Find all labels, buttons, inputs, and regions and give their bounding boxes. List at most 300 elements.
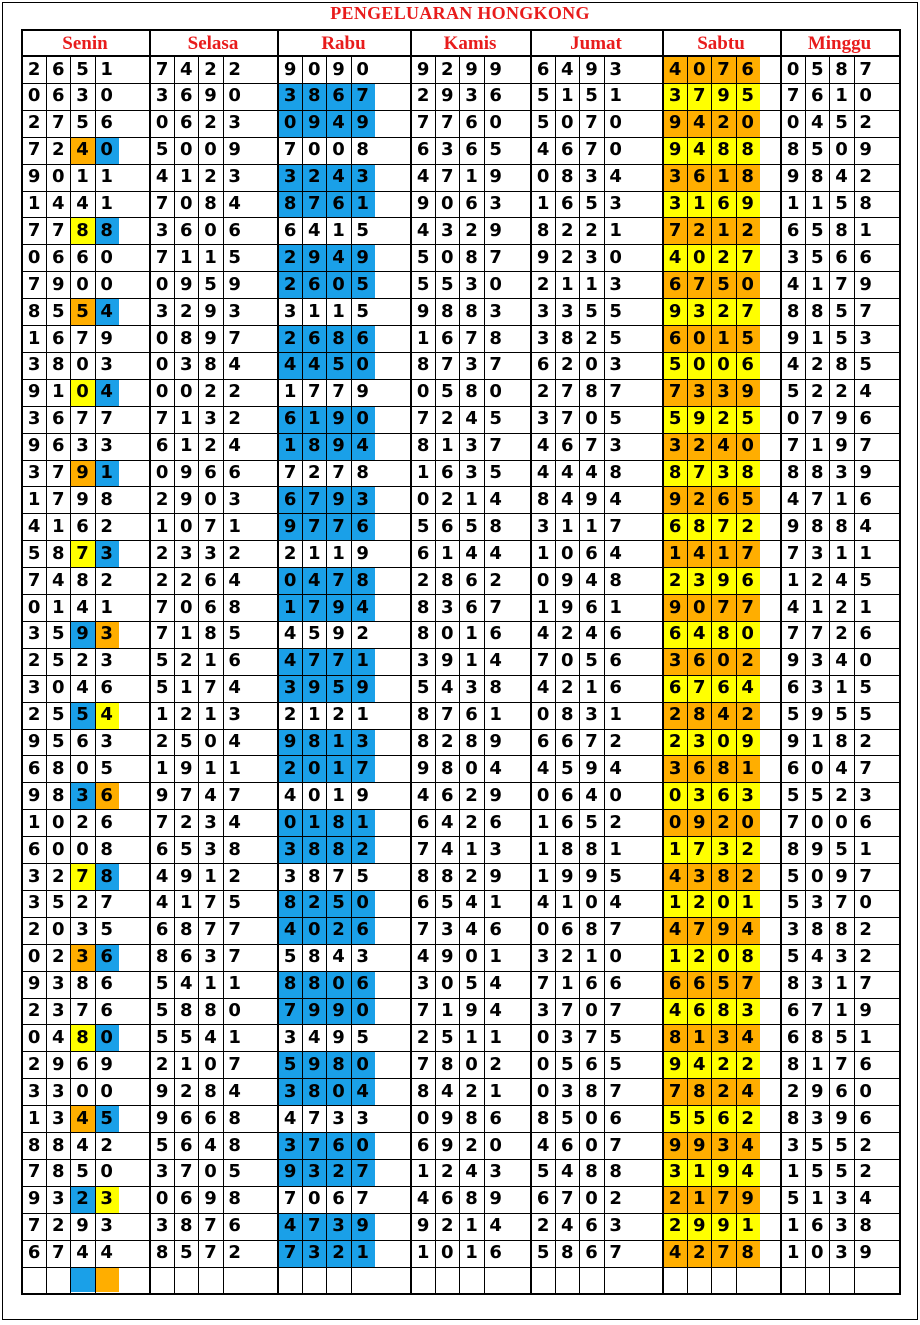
result-digit: 9 [278,514,302,541]
result-digit: 1 [536,811,550,833]
result-digit: 5 [859,677,872,699]
result-digit: 1 [786,193,800,214]
result-digit: 0 [70,379,94,406]
result-digit: 7 [609,1000,622,1021]
result-digit: 8 [228,1134,241,1156]
result-digit: 0 [609,246,622,268]
result-digit: 7 [561,1000,574,1021]
result-digit: 7 [561,381,574,403]
result-digit: 9 [536,246,550,268]
result-digit: 0 [326,1079,350,1106]
result-digit: 4 [609,488,622,510]
result-digit: 7 [27,569,41,591]
result-digit: 7 [786,811,800,833]
result-digit: 8 [356,139,369,161]
result-digit: 2 [736,702,760,729]
result-digit: 5 [416,246,430,268]
result-digit: 7 [302,1213,326,1240]
result-digit: 8 [609,1161,622,1183]
result-digit: 1 [351,810,375,837]
result-digit: 8 [811,515,824,537]
result-digit: 6 [204,462,217,483]
result-digit: 2 [736,218,760,245]
result-digit: 8 [835,354,848,376]
result-digit: 5 [585,650,598,672]
result-digit: 9 [859,1242,872,1264]
result-digit: 4 [561,462,574,483]
result-digit: 7 [326,514,350,541]
result-digit: 4 [489,973,502,995]
result-digit: 7 [441,704,454,726]
result-digit: 5 [736,406,760,433]
result-digit: 9 [76,488,89,510]
result-digit: 8 [356,462,369,483]
result-digit: 1 [100,58,113,80]
result-digit: 7 [52,219,65,241]
result-digit: 4 [736,1079,760,1106]
result-digit: 7 [52,462,65,483]
result-digit: 2 [326,917,350,944]
result-digit: 5 [811,1161,824,1183]
result-digit: 4 [95,379,119,406]
result-digit: 9 [204,85,217,107]
result-digit: 9 [585,865,598,887]
result-digit: 1 [326,756,350,783]
result-digit: 1 [302,406,326,433]
result-digit: 5 [561,1107,574,1129]
result-digit: 2 [278,756,302,783]
result-digit: 9 [27,381,41,403]
result-digit: 5 [76,1161,89,1183]
result-digit: 8 [585,1161,598,1183]
result-digit: 3 [835,946,848,968]
result-digit: 2 [711,299,735,326]
result-digit: 5 [441,892,454,914]
result-digit: 6 [786,219,800,241]
result-digit: 2 [278,326,302,353]
result-digit: 1 [441,435,454,457]
result-digit: 9 [228,139,241,161]
result-digit: 3 [27,1080,41,1102]
result-digit: 3 [711,837,735,864]
result-digit: 5 [356,1026,369,1048]
result-digit: 8 [465,300,478,322]
result-digit: 2 [711,1079,735,1106]
result-digit: 6 [52,246,65,268]
result-digit: 5 [180,838,193,860]
result-digit: 9 [441,1107,454,1129]
result-digit: 6 [489,811,502,833]
result-digit: 5 [536,1242,550,1264]
result-digit: 0 [786,408,800,430]
result-digit: 4 [736,1025,760,1052]
result-digit: 5 [663,406,687,433]
result-digit: 5 [835,1026,848,1048]
result-digit: 2 [859,919,872,941]
result-digit: 5 [663,1106,687,1133]
result-digit: 2 [228,865,241,887]
result-digit: 3 [52,1107,65,1129]
result-digit: 1 [561,273,574,295]
result-digit: 0 [736,272,760,299]
result-digit: 8 [416,596,430,618]
result-digit: 8 [204,193,217,214]
result-digit: 4 [308,1026,321,1048]
result-digit: 4 [180,973,193,995]
result-digit: 7 [204,515,217,537]
result-digit: 4 [489,757,502,779]
result-digit: 0 [27,946,41,968]
result-digit: 1 [332,219,345,241]
result-digit: 2 [441,58,454,80]
result-digit: 2 [663,729,687,756]
result-digit: 3 [585,704,598,726]
result-digit: 9 [441,946,454,968]
result-digit: 1 [609,596,622,618]
result-digit: 5 [100,919,113,941]
result-digit: 0 [95,1025,119,1052]
result-digit: 3 [711,1025,735,1052]
result-digit: 1 [835,677,848,699]
result-digit: 3 [465,435,478,457]
result-digit: 1 [180,892,193,914]
result-digit: 0 [27,85,41,107]
result-digit: 3 [687,783,711,810]
result-digit: 9 [356,381,369,403]
result-digit: 2 [155,1053,169,1075]
result-digit: 7 [27,1161,41,1183]
result-digit: 1 [711,218,735,245]
result-digit: 4 [786,488,800,510]
result-digit: 8 [663,460,687,487]
result-digit: 6 [441,784,454,806]
result-digit: 5 [155,677,169,699]
result-digit: 2 [52,1215,65,1237]
result-digit: 3 [100,1215,113,1237]
result-digit: 0 [835,139,848,161]
result-digit: 1 [204,246,217,268]
result-digit: 1 [609,838,622,860]
result-digit: 0 [786,58,800,80]
result-digit: 7 [585,435,598,457]
result-digit: 7 [711,595,735,622]
result-digit: 5 [585,85,598,107]
result-digit: 7 [351,83,375,110]
result-digit: 3 [52,1000,65,1021]
result-digit: 3 [27,623,41,645]
result-digit: 4 [416,946,430,968]
result-digit: 5 [711,272,735,299]
result-digit: 8 [155,1242,169,1264]
result-digit: 8 [585,381,598,403]
result-digit: 1 [811,731,824,752]
result-digit: 9 [416,58,430,80]
result-digit: 3 [332,1107,345,1129]
result-digit: 3 [27,677,41,699]
result-digit: 1 [561,973,574,995]
result-digit: 9 [326,998,350,1025]
result-digit: 8 [663,1025,687,1052]
result-digit: 7 [76,408,89,430]
result-digit: 1 [228,515,241,537]
result-digit: 2 [561,623,574,645]
result-digit: 1 [180,1053,193,1075]
result-digit: 6 [27,1242,41,1264]
result-digit: 0 [27,246,41,268]
result-digit: 7 [561,1188,574,1210]
result-digit: 4 [687,1052,711,1079]
result-digit: 5 [278,1052,302,1079]
result-digit: 9 [835,408,848,430]
result-digit: 6 [278,487,302,514]
result-digit: 0 [204,731,217,752]
result-digit: 4 [278,648,302,675]
result-digit: 0 [351,998,375,1025]
result-digit: 5 [356,219,369,241]
result-digit: 3 [489,1161,502,1183]
result-digit: 4 [351,595,375,622]
result-digit: 0 [585,1188,598,1210]
result-digit: 2 [228,381,241,403]
result-digit: 1 [536,193,550,214]
result-digit: 2 [687,890,711,917]
result-digit: 0 [278,110,302,137]
result-digit: 6 [585,1215,598,1237]
result-digit: 9 [786,166,800,188]
result-digit: 3 [609,193,622,214]
result-digit: 6 [711,1106,735,1133]
result-digit: 9 [416,300,430,322]
result-digit: 8 [835,731,848,752]
result-digit: 0 [609,139,622,161]
result-digit: 6 [561,1134,574,1156]
result-digit: 3 [302,1159,326,1186]
result-digit: 4 [489,1000,502,1021]
result-digit: 4 [536,435,550,457]
result-digit: 9 [283,58,297,80]
result-digit: 6 [561,139,574,161]
result-digit: 4 [204,784,217,806]
result-digit: 1 [609,85,622,107]
result-digit: 1 [465,650,478,672]
result-digit: 6 [489,1107,502,1129]
result-digit: 4 [70,1106,94,1133]
result-digit: 9 [351,110,375,137]
result-digit: 8 [278,890,302,917]
result-digit: 6 [52,58,65,80]
result-digit: 6 [76,731,89,752]
result-digit: 9 [687,810,711,837]
result-digit: 8 [52,1134,65,1156]
result-digit: 3 [278,675,302,702]
result-digit: 5 [859,704,872,726]
result-digit: 4 [326,164,350,191]
result-digit: 2 [536,381,550,403]
result-digit: 6 [835,246,848,268]
result-digit: 7 [859,757,872,779]
result-digit: 8 [52,354,65,376]
result-digit: 0 [441,246,454,268]
result-digit: 6 [441,515,454,537]
result-digit: 2 [687,218,711,245]
result-digit: 6 [100,811,113,833]
result-digit: 9 [489,731,502,752]
result-digit: 4 [687,621,711,648]
result-digit: 6 [609,623,622,645]
result-digit: 9 [155,784,169,806]
result-digit: 1 [100,166,113,188]
result-digit: 0 [180,381,193,403]
result-digit: 8 [786,838,800,860]
result-digit: 0 [687,352,711,379]
result-digit: 7 [416,919,430,941]
result-digit: 7 [859,300,872,322]
result-digit: 1 [811,273,824,295]
result-digit: 7 [302,648,326,675]
result-digit: 1 [100,193,113,214]
result-digit: 7 [155,408,169,430]
result-digit: 8 [786,973,800,995]
result-digit: 2 [561,246,574,268]
result-digit: 7 [609,1080,622,1102]
result-digit: 1 [609,704,622,726]
result-digit: 5 [155,650,169,672]
result-digit: 1 [52,381,65,403]
result-digit: 9 [711,1213,735,1240]
result-digit: 0 [585,1107,598,1129]
result-digit: 2 [489,1053,502,1075]
result-digit: 9 [332,1026,345,1048]
result-digit: 4 [283,784,297,806]
result-digit: 8 [416,704,430,726]
result-digit: 4 [302,568,326,595]
result-digit: 4 [155,166,169,188]
result-digit: 1 [811,327,824,349]
result-digit: 4 [278,1213,302,1240]
result-digit: 7 [711,57,735,84]
result-digit: 7 [351,756,375,783]
result-digit: 6 [351,971,375,998]
result-digit: 1 [465,838,478,860]
result-digit: 3 [95,1186,119,1213]
result-digit: 6 [27,757,41,779]
result-digit: 3 [100,731,113,752]
result-digit: 5 [736,487,760,514]
result-digit: 6 [76,515,89,537]
result-digit: 8 [27,300,41,322]
result-digit: 5 [351,272,375,299]
result-digit: 5 [283,946,297,968]
result-digit: 6 [180,946,193,968]
result-digit: 3 [356,1107,369,1129]
result-digit: 8 [441,757,454,779]
result-digit: 2 [711,245,735,272]
result-digit: 6 [180,1188,193,1210]
result-digit: 7 [155,246,169,268]
result-digit: 7 [687,272,711,299]
result-digit: 6 [180,112,193,134]
result-digit: 6 [663,272,687,299]
result-digit: 6 [76,246,89,268]
result-digit: 2 [835,596,848,618]
result-digit: 2 [180,650,193,672]
result-digit: 5 [609,408,622,430]
result-digit: 7 [811,1000,824,1021]
result-digit: 2 [204,58,217,80]
result-digit: 4 [536,1134,550,1156]
result-digit: 4 [561,1215,574,1237]
result-digit: 8 [465,381,478,403]
result-digit: 3 [465,85,478,107]
result-digit: 8 [70,1025,94,1052]
result-digit: 7 [228,1053,241,1075]
result-digit: 8 [52,1161,65,1183]
result-digit: 0 [711,729,735,756]
result-digit: 9 [70,621,94,648]
result-digit: 4 [736,1133,760,1160]
result-digit: 8 [687,514,711,541]
result-digit: 9 [711,917,735,944]
result-digit: 3 [687,729,711,756]
result-digit: 5 [811,58,824,80]
result-digit: 5 [585,300,598,322]
result-digit: 5 [811,219,824,241]
result-digit: 2 [465,1134,478,1156]
result-digit: 4 [204,1026,217,1048]
result-digit: 4 [441,811,454,833]
result-digit: 0 [711,648,735,675]
result-digit: 7 [663,218,687,245]
result-digit: 7 [332,865,345,887]
result-digit: 6 [155,838,169,860]
result-digit: 4 [663,917,687,944]
result-digit: 4 [52,193,65,214]
result-digit: 2 [859,1134,872,1156]
result-digit: 5 [228,623,241,645]
result-digit: 3 [663,191,687,218]
result-digit: 0 [711,352,735,379]
result-digit: 9 [711,1159,735,1186]
result-digit: 1 [609,219,622,241]
result-digit: 6 [585,1242,598,1264]
result-digit: 3 [835,462,848,483]
result-digit: 8 [155,946,169,968]
result-digit: 1 [687,1025,711,1052]
result-digit: 6 [811,85,824,107]
result-digit: 0 [536,1053,550,1075]
result-digit: 3 [835,1242,848,1264]
result-digit: 4 [228,193,241,214]
result-digit: 1 [155,757,169,779]
result-digit: 2 [561,946,574,968]
result-digit: 7 [52,488,65,510]
result-digit: 7 [326,568,350,595]
result-digit: 1 [351,648,375,675]
result-digit: 6 [100,973,113,995]
result-digit: 4 [835,569,848,591]
result-digit: 3 [228,112,241,134]
result-digit: 4 [536,757,550,779]
result-digit: 6 [27,838,41,860]
result-digit: 2 [302,164,326,191]
result-digit: 1 [663,541,687,568]
result-digit: 5 [811,246,824,268]
result-digit: 3 [663,1159,687,1186]
result-digit: 1 [204,704,217,726]
result-digit: 4 [711,702,735,729]
result-digit: 4 [561,488,574,510]
result-digit: 7 [489,246,502,268]
